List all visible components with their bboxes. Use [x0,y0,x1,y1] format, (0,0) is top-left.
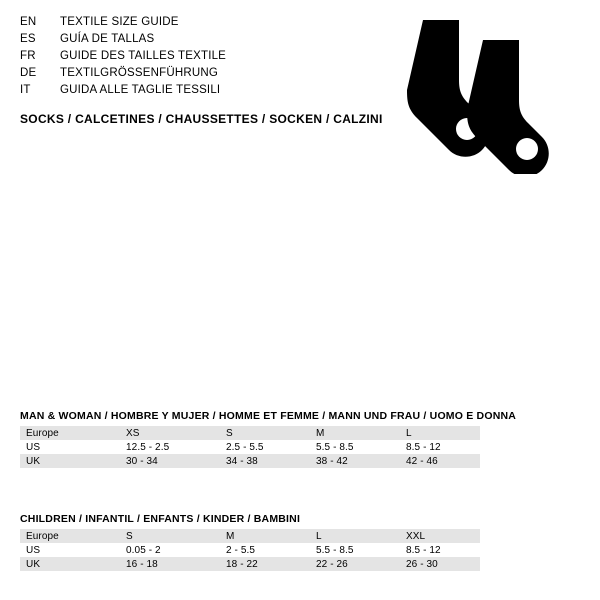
size-table-section-adult [20,410,517,468]
language-row [20,67,380,84]
language-code: EN [20,16,37,28]
language-label: GUÍA DE TALLAS [60,33,155,45]
language-code: DE [20,67,37,79]
table-row [20,440,480,454]
language-row [20,84,380,101]
table-cell: 12.5 - 2.5 [120,440,220,454]
table-cell: 0.05 - 2 [120,543,220,557]
table-cell: 16 - 18 [120,557,220,571]
page-title: SOCKS / CALCETINES / CHAUSSETTES / SOCKEN / CALZINI [20,112,383,126]
table-row [20,529,480,543]
language-code: ES [20,33,36,45]
table-cell: UK [20,454,120,468]
table-cell: L [400,426,480,440]
language-label: GUIDA ALLE TAGLIE TESSILI [60,84,221,96]
language-label: GUIDE DES TAILLES TEXTILE [60,50,227,62]
table-row [20,454,480,468]
table-cell: 26 - 30 [400,557,480,571]
table-cell: L [310,529,400,543]
language-code: FR [20,50,36,62]
language-label: TEXTILE SIZE GUIDE [60,16,179,28]
table-cell: US [20,440,120,454]
table-cell: S [220,426,310,440]
table-cell: 18 - 22 [220,557,310,571]
table-cell: 2.5 - 5.5 [220,440,310,454]
language-row [20,33,380,50]
language-list [20,16,380,101]
table-cell: XXL [400,529,480,543]
pair-of-socks-illustration [405,14,565,174]
table-cell: 5.5 - 8.5 [310,543,400,557]
table-cell: 8.5 - 12 [400,543,480,557]
table-cell: Europe [20,529,120,543]
table-cell: UK [20,557,120,571]
table-cell: 8.5 - 12 [400,440,480,454]
language-label: TEXTILGRÖSSENFÜHRUNG [60,67,218,79]
size-table-section-children [20,513,480,571]
table-cell: 42 - 46 [400,454,480,468]
table-row [20,557,480,571]
table-row [20,426,480,440]
section-title: CHILDREN / INFANTIL / ENFANTS / KINDER / BAMBINI [20,513,301,525]
table-row [20,543,480,557]
size-table-adult [20,426,480,468]
table-cell: M [220,529,310,543]
table-cell: M [310,426,400,440]
size-table-children [20,529,480,571]
table-cell: 5.5 - 8.5 [310,440,400,454]
table-cell: XS [120,426,220,440]
table-cell: Europe [20,426,120,440]
table-cell: 34 - 38 [220,454,310,468]
table-cell: 2 - 5.5 [220,543,310,557]
table-cell: US [20,543,120,557]
language-row [20,50,380,67]
section-title: MAN & WOMAN / HOMBRE Y MUJER / HOMME ET FEMME / MANN UND FRAU / UOMO E DONNA [20,410,517,422]
table-cell: S [120,529,220,543]
language-row [20,16,380,33]
table-cell: 30 - 34 [120,454,220,468]
language-code: IT [20,84,31,96]
table-cell: 22 - 26 [310,557,400,571]
table-cell: 38 - 42 [310,454,400,468]
